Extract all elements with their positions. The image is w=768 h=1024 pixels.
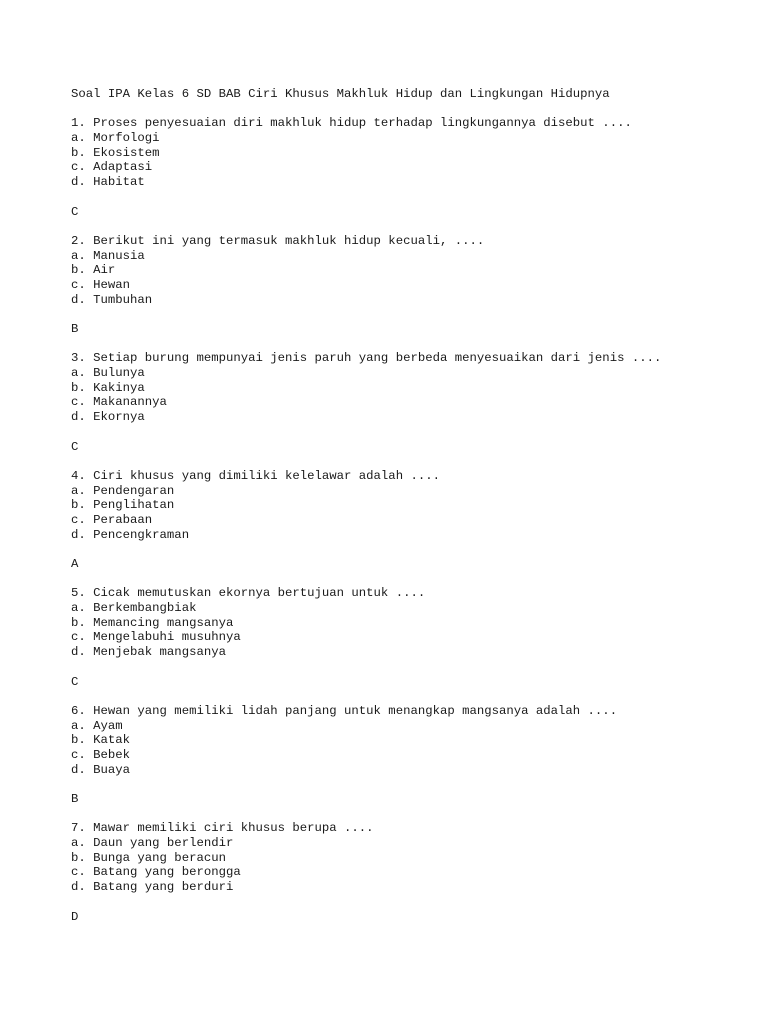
option-d: d. Menjebak mangsanya <box>71 645 226 660</box>
answer-key: B <box>71 322 79 336</box>
option-a: a. Berkembangbiak <box>71 601 197 616</box>
option-b: b. Kakinya <box>71 380 145 395</box>
question-text: 6. Hewan yang memiliki lidah panjang untuk menangkap mangsanya adalah .... <box>71 703 618 718</box>
question-text: 1. Proses penyesuaian diri makhluk hidup terhadap lingkungannya disebut .... <box>71 116 632 131</box>
option-b: b. Katak <box>71 733 131 748</box>
question-1 <box>71 116 751 219</box>
question-text: 7. Mawar memiliki ciri khusus berupa .... <box>71 821 374 836</box>
option-a: a. Manusia <box>71 248 145 263</box>
option-a: a. Morfologi <box>71 131 160 146</box>
option-b: b. Penglihatan <box>71 498 175 513</box>
question-6 <box>71 704 751 807</box>
answer-key: B <box>71 792 79 806</box>
option-c: c. Hewan <box>71 277 131 292</box>
question-3 <box>71 351 751 454</box>
document-title: Soal IPA Kelas 6 SD BAB Ciri Khusus Makhluk Hidup dan Lingkungan Hidupnya <box>71 87 610 101</box>
question-4 <box>71 469 751 572</box>
question-text: 4. Ciri khusus yang dimiliki kelelawar adalah .... <box>71 468 440 483</box>
question-2 <box>71 234 751 337</box>
option-d: d. Buaya <box>71 762 131 777</box>
document-page <box>71 87 751 939</box>
question-7 <box>71 821 751 924</box>
option-d: d. Tumbuhan <box>71 292 153 307</box>
option-b: b. Air <box>71 263 116 278</box>
option-d: d. Habitat <box>71 175 145 190</box>
question-text: 3. Setiap burung mempunyai jenis paruh yang berbeda menyesuaikan dari jenis .... <box>71 351 662 366</box>
option-b: b. Ekosistem <box>71 145 160 160</box>
question-text: 5. Cicak memutuskan ekornya bertujuan untuk .... <box>71 586 426 601</box>
option-a: a. Daun yang berlendir <box>71 836 234 851</box>
answer-key: C <box>71 439 79 454</box>
question-5 <box>71 586 751 689</box>
answer-key: C <box>71 674 79 689</box>
option-d: d. Batang yang berduri <box>71 880 234 895</box>
option-c: c. Makanannya <box>71 395 167 410</box>
option-a: a. Ayam <box>71 718 123 733</box>
option-d: d. Pencengkraman <box>71 527 190 542</box>
question-text: 2. Berikut ini yang termasuk makhluk hidup kecuali, .... <box>71 233 485 248</box>
answer-key: A <box>71 557 79 571</box>
option-b: b. Bunga yang beracun <box>71 850 226 865</box>
option-c: c. Mengelabuhi musuhnya <box>71 630 241 645</box>
option-c: c. Adaptasi <box>71 160 153 175</box>
option-c: c. Batang yang berongga <box>71 865 241 880</box>
answer-key: D <box>71 909 79 924</box>
option-a: a. Pendengaran <box>71 483 175 498</box>
option-c: c. Perabaan <box>71 512 153 527</box>
option-d: d. Ekornya <box>71 410 145 425</box>
answer-key: C <box>71 204 79 219</box>
option-a: a. Bulunya <box>71 366 145 381</box>
option-c: c. Bebek <box>71 747 131 762</box>
option-b: b. Memancing mangsanya <box>71 615 234 630</box>
